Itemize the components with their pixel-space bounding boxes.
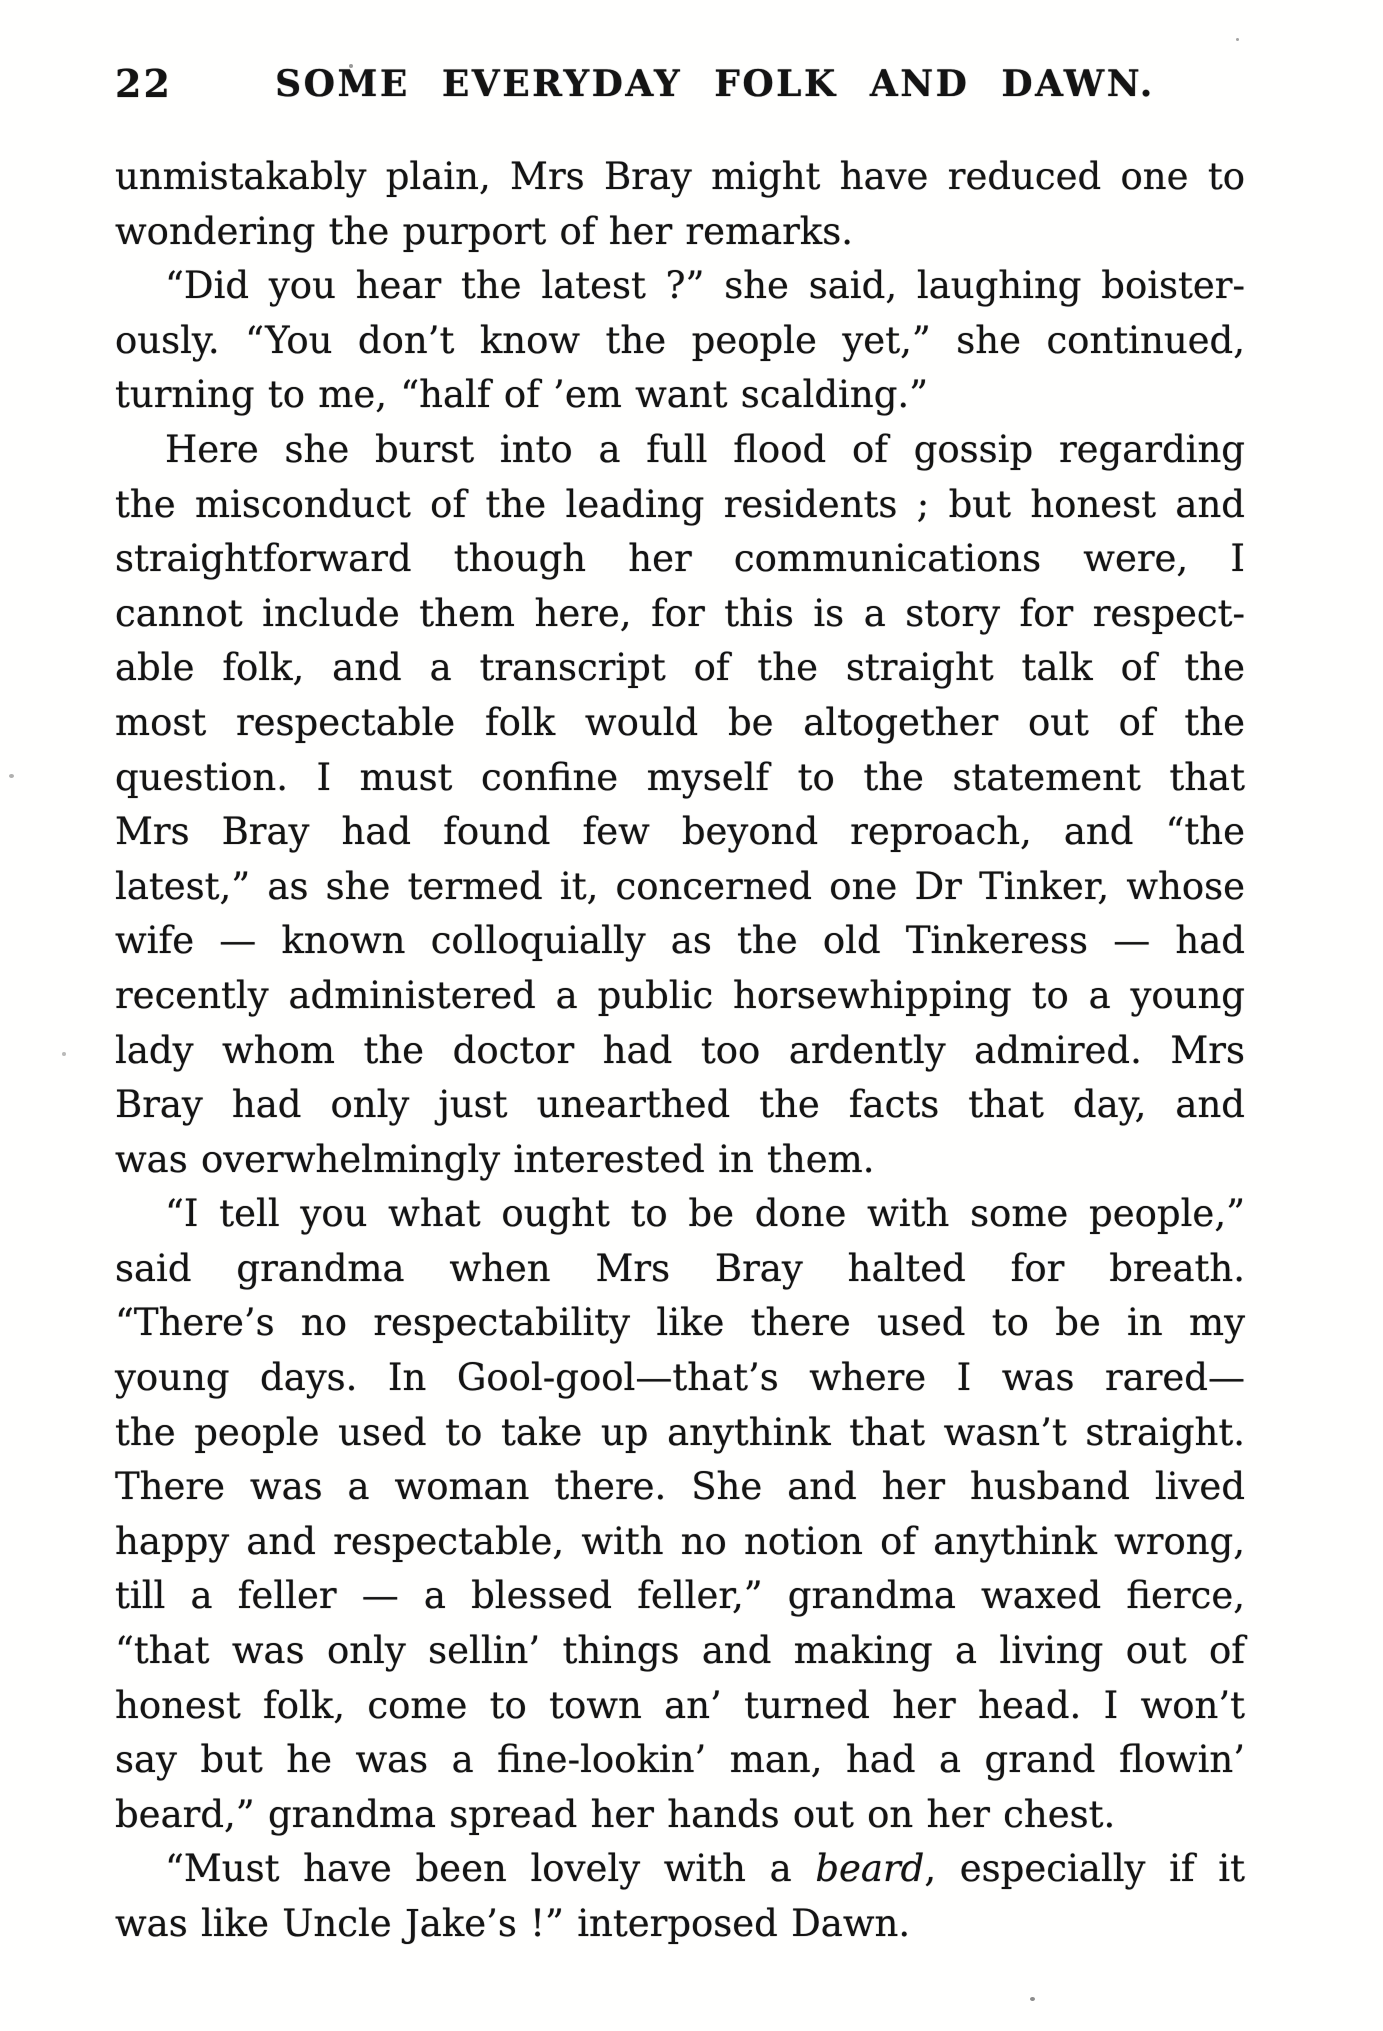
running-title: SOME EVERYDAY FOLK AND DAWN. xyxy=(275,63,1155,105)
text-line: Bray had only just unearthed the facts that day, and xyxy=(115,1083,1245,1127)
text-line: turning to me, “half of ’em want scalding.” xyxy=(115,373,929,417)
text-line: Here she burst into a full flood of gossip regarding xyxy=(165,427,1245,471)
text-line: “I tell you what ought to be done with some people,” xyxy=(165,1192,1245,1236)
text-line: Mrs Bray had found few beyond reproach, and “the xyxy=(115,810,1245,854)
text-line: till a feller — a blessed feller,” grandma waxed fierce, xyxy=(115,1574,1245,1618)
text-line: question. I must confine myself to the statement that xyxy=(115,755,1245,799)
text-line: “Did you hear the latest ?” she said, laughing boister- xyxy=(165,264,1245,308)
text-line: say but he was a fine-lookin’ man, had a grand flowin’ xyxy=(115,1738,1245,1782)
text-line: the people used to take up anythink that wasn’t straight. xyxy=(115,1410,1245,1454)
text-line: unmistakably plain, Mrs Bray might have reduced one to xyxy=(115,155,1245,198)
scan-speck xyxy=(1030,1997,1035,2001)
text-line: cannot include them here, for this is a story for respect- xyxy=(115,591,1245,635)
scan-speck xyxy=(9,774,14,778)
text-line: latest,” as she termed it, concerned one Dr Tinker, whose xyxy=(115,864,1245,908)
text-block xyxy=(115,150,1245,1952)
scan-speck xyxy=(349,64,353,68)
text-line: beard,” grandma spread her hands out on her chest. xyxy=(115,1792,1116,1836)
quote-text: , especially if it xyxy=(924,1847,1245,1891)
text-line: “There’s no respectability like there used to be in my xyxy=(115,1301,1245,1345)
italic-word: beard xyxy=(815,1847,925,1891)
text-line: straightforward though her communications were, I xyxy=(115,537,1245,581)
text-line: ously. “You don’t know the people yet,” she continued, xyxy=(115,318,1245,362)
text-line: was overwhelmingly interested in them. xyxy=(115,1137,875,1181)
text-line: “that was only sellin’ things and making a living out of xyxy=(115,1629,1245,1673)
text-line: young days. In Gool-gool—that’s where I was rared— xyxy=(115,1356,1245,1400)
text-line: honest folk, come to town an’ turned her head. I won’t xyxy=(115,1683,1245,1727)
page-header xyxy=(115,62,1245,106)
text-line: wife — known colloquially as the old Tinkeress — had xyxy=(115,919,1245,963)
quote-text: “Must have been lovely with a xyxy=(165,1847,816,1891)
text-line: happy and respectable, with no notion of anythink wrong, xyxy=(115,1519,1245,1563)
text-line: able folk, and a transcript of the straight talk of the xyxy=(115,646,1245,690)
scan-speck xyxy=(1236,38,1239,41)
text-line: recently administered a public horsewhipping to a young xyxy=(115,973,1245,1017)
text-line: There was a woman there. She and her husband lived xyxy=(115,1465,1245,1509)
text-line: most respectable folk would be altogether out of the xyxy=(115,700,1245,744)
text-line: wondering the purport of her remarks. xyxy=(115,209,853,253)
page-number: 22 xyxy=(115,61,172,106)
text-line: the misconduct of the leading residents ; but honest and xyxy=(115,482,1245,526)
text-line: lady whom the doctor had too ardently admired. Mrs xyxy=(115,1028,1245,1072)
text-line xyxy=(115,1842,1245,1897)
scan-speck xyxy=(62,1052,66,1056)
text-line: was like Uncle Jake’s !” interposed Dawn. xyxy=(115,1902,911,1945)
text-line: said grandma when Mrs Bray halted for breath. xyxy=(115,1246,1245,1290)
